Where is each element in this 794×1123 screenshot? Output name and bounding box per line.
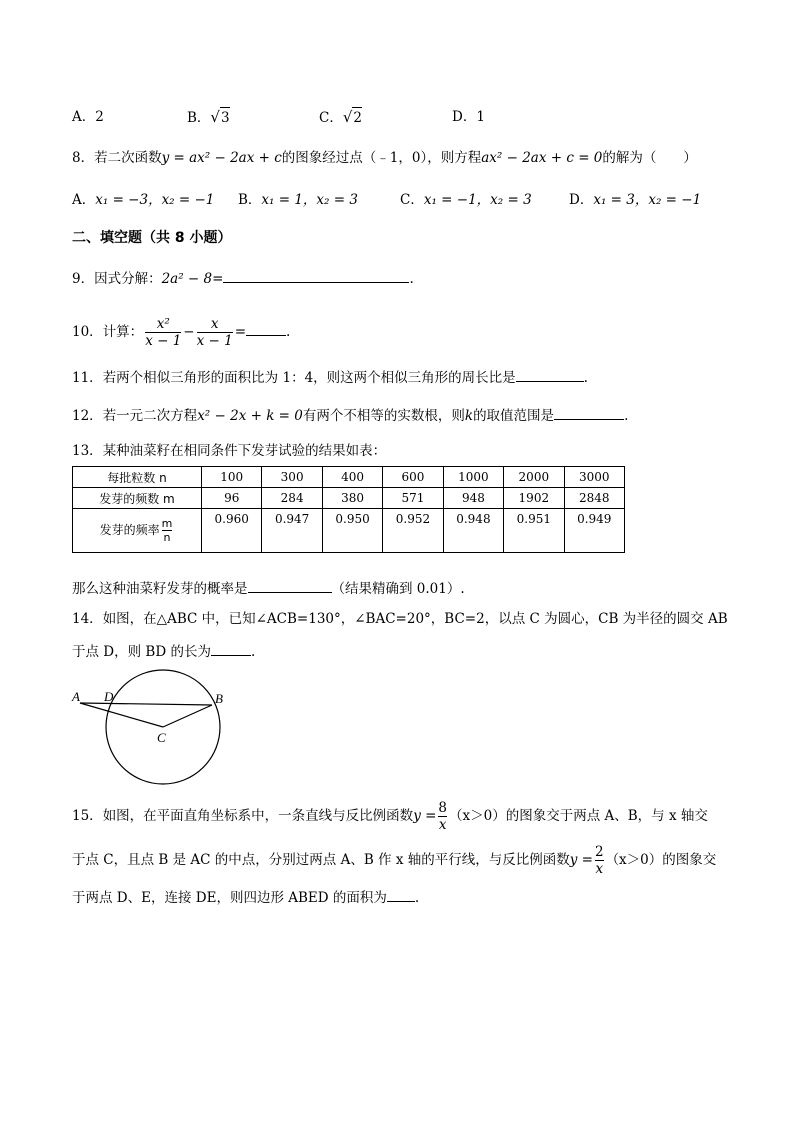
table-cell: 0.952 — [383, 509, 443, 553]
point-label-a: A — [72, 689, 80, 704]
question-number: 11． — [72, 370, 103, 386]
option-letter: B． — [238, 192, 262, 208]
table-cell: 2000 — [504, 467, 564, 488]
row-header: 发芽的频数 m — [73, 488, 202, 509]
option-value: 1 — [476, 109, 485, 125]
math-expression: y = — [413, 808, 437, 824]
question-number: 8． — [72, 150, 95, 166]
numerator: 8 — [438, 800, 448, 816]
math-variable: k — [464, 408, 474, 424]
table-cell: 284 — [262, 488, 322, 509]
answer-blank[interactable] — [387, 887, 415, 902]
table-cell: 0.951 — [504, 509, 564, 553]
row-header-label: 发芽的频率 — [99, 523, 160, 537]
option-value: x₁ = 1，x₂ = 3 — [261, 192, 358, 208]
math-expression: x² − 2x + k = 0 — [197, 408, 303, 424]
denominator: x − 1 — [196, 333, 233, 349]
table-cell: 100 — [202, 467, 262, 488]
period: . — [583, 370, 588, 386]
denominator: x − 1 — [145, 333, 182, 349]
segment-ac — [80, 703, 163, 727]
stem-text: 的图象经过点（﹣1，0），则方程 — [281, 150, 482, 166]
stem-text: 于点 C，且点 B 是 AC 的中点，分别过两点 A、B 作 x 轴的平行线，与反比例函数 — [72, 852, 570, 868]
stem-text: （x＞0）的图象交 — [605, 852, 717, 868]
denominator: x — [438, 817, 447, 833]
stem-text: 如图，在平面直角坐标系中，一条直线与反比例函数 — [102, 808, 414, 824]
section-title: 二、填空题（共 8 小题） — [72, 230, 232, 246]
table-cell: 948 — [443, 488, 503, 509]
option-letter: B． — [187, 110, 211, 126]
q15-line3 — [72, 887, 419, 908]
stem-text: 若两个相似三角形的面积比为 1：4，则这两个相似三角形的周长比是 — [102, 370, 516, 386]
option-letter: D． — [569, 192, 594, 208]
period: . — [624, 408, 629, 424]
option-letter: D． — [452, 109, 477, 125]
numerator: 2 — [594, 844, 604, 860]
stem-text: 因式分解： — [94, 271, 162, 287]
table-cell: 0.960 — [202, 509, 262, 553]
table-cell: 0.947 — [262, 509, 322, 553]
stem-text: 的取值范围是 — [473, 408, 555, 424]
question-number: 13． — [72, 443, 103, 459]
question-number: 14． — [72, 611, 103, 627]
sqrt-sign: √ — [210, 108, 220, 126]
stem-text: （结果精确到 0.01）. — [331, 581, 465, 597]
question-number: 10． — [72, 324, 103, 340]
point-label-d: D — [104, 689, 114, 704]
denominator: n — [163, 531, 171, 544]
table-cell: 3000 — [564, 467, 624, 488]
question-number: 12． — [72, 408, 103, 424]
option-letter: C． — [319, 110, 343, 126]
stem-text: 有两个不相等的实数根，则 — [302, 408, 465, 424]
option-letter: C． — [400, 192, 424, 208]
table-cell: 600 — [383, 467, 443, 488]
table-cell: 0.949 — [564, 509, 624, 553]
stem-text: 计算： — [102, 324, 144, 340]
math-expression: 2a² − 8= — [161, 271, 224, 287]
numerator: x — [210, 316, 219, 332]
point-label-b: B — [215, 691, 223, 706]
table-cell: 400 — [322, 467, 382, 488]
option-letter: A． — [72, 192, 96, 208]
stem-text: 若一元二次方程 — [102, 408, 198, 424]
row-header: 每批粒数 n — [73, 467, 202, 488]
numerator: m — [161, 517, 173, 530]
stem-text: （x＞0）的图象交于两点 A、B，与 x 轴交 — [449, 808, 708, 824]
option-value: 2 — [95, 109, 104, 125]
stem-text: 那么这种油菜籽发芽的概率是 — [72, 581, 248, 597]
option-value: 2 — [352, 107, 362, 128]
period: . — [250, 644, 256, 660]
math-expression: ax² − 2ax + c = 0 — [481, 150, 603, 166]
q15-line1 — [72, 798, 708, 834]
option-value: x₁ = −3，x₂ = −1 — [95, 192, 215, 208]
stem-text: 的解为（ ） — [602, 150, 697, 166]
table-cell: 0.950 — [322, 509, 382, 553]
sqrt-sign: √ — [342, 108, 353, 126]
equals-sign: = — [234, 324, 247, 340]
table-cell: 571 — [383, 488, 443, 509]
math-expression: y = ax² − 2ax + c — [161, 150, 282, 166]
minus-sign: − — [183, 324, 195, 340]
table-cell: 0.948 — [443, 509, 503, 553]
math-expression: y = — [569, 852, 593, 868]
period: . — [409, 271, 414, 287]
question-number: 9． — [72, 271, 95, 287]
segment-ab — [80, 703, 212, 705]
stem-text: 如图，在△ABC 中，已知∠ACB=130°，∠BAC=20°，BC=2，以点 C 为圆心，CB 为半径的圆交 AB — [102, 611, 728, 627]
numerator: x² — [156, 316, 170, 332]
stem-text: 于点 D，则 BD 的长为 — [72, 644, 211, 660]
period: . — [286, 324, 291, 340]
question-number: 15． — [72, 808, 103, 824]
table-cell: 1000 — [443, 467, 503, 488]
segment-cb — [163, 705, 212, 727]
table-cell: 2848 — [564, 488, 624, 509]
q15-line2 — [72, 842, 716, 878]
option-value: x₁ = −1，x₂ = 3 — [423, 192, 532, 208]
fraction — [438, 800, 447, 833]
stem-text: 于两点 D、E，连接 DE，则四边形 ABED 的面积为 — [72, 890, 387, 906]
option-letter: A． — [72, 109, 96, 125]
fraction — [595, 844, 604, 877]
stem-text: 若二次函数 — [94, 150, 162, 166]
table-cell: 1902 — [504, 488, 564, 509]
option-value: x₁ = 3，x₂ = −1 — [593, 192, 702, 208]
stem-text: 某种油菜籽在相同条件下发芽试验的结果如表： — [102, 443, 387, 459]
table-cell: 300 — [262, 467, 322, 488]
point-label-c: C — [157, 730, 166, 745]
denominator: x — [595, 861, 604, 877]
period: . — [414, 890, 420, 906]
table-cell: 96 — [202, 488, 262, 509]
table-cell: 380 — [322, 488, 382, 509]
option-value: 3 — [220, 107, 230, 128]
